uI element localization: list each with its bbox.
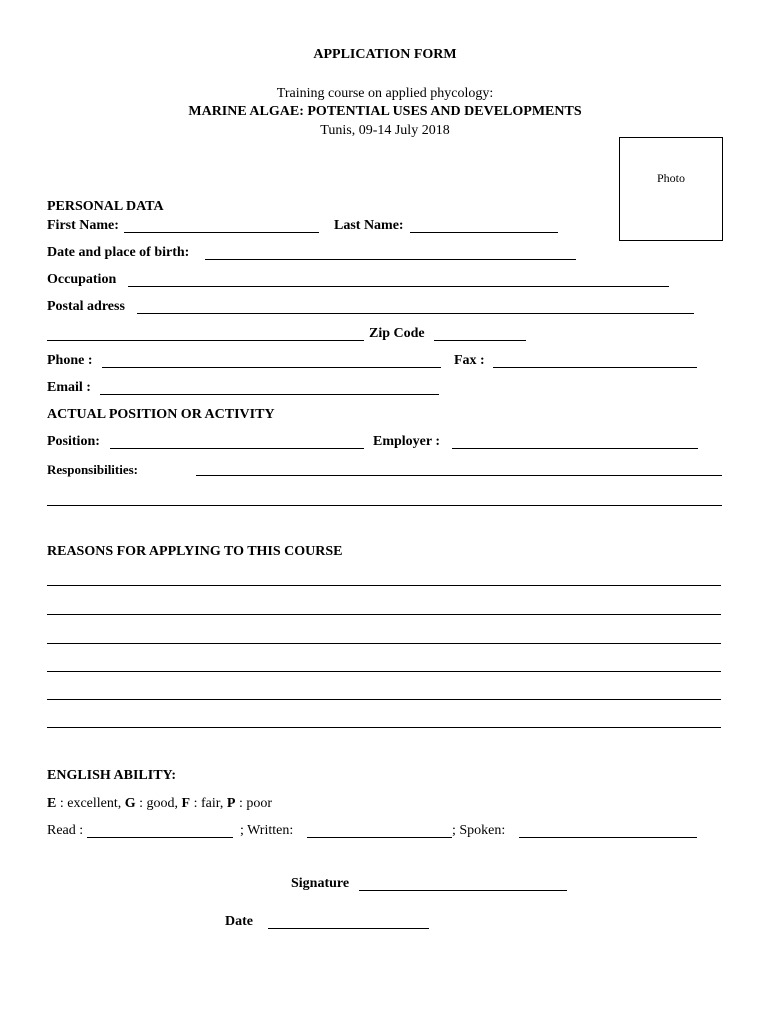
- responsibilities-field[interactable]: [196, 475, 722, 476]
- position-field[interactable]: [110, 448, 364, 449]
- reasons-line[interactable]: [47, 643, 721, 644]
- birth-label: Date and place of birth:: [47, 245, 190, 260]
- scale-e: E: [47, 796, 57, 811]
- spoken-label: ; Spoken:: [452, 823, 506, 838]
- photo-box[interactable]: [619, 137, 723, 241]
- read-field[interactable]: [87, 837, 233, 838]
- english-heading: ENGLISH ABILITY:: [47, 768, 177, 783]
- fax-field[interactable]: [493, 367, 697, 368]
- phone-label: Phone :: [47, 353, 93, 368]
- read-label: Read :: [47, 823, 84, 838]
- reasons-line[interactable]: [47, 614, 721, 615]
- english-scale-legend: [47, 796, 272, 812]
- scale-g-text: : good,: [135, 796, 182, 811]
- postal-label: Postal adress: [47, 299, 125, 314]
- first-name-field[interactable]: [124, 232, 319, 233]
- responsibilities-label: Responsibilities:: [47, 462, 139, 477]
- employer-field[interactable]: [452, 448, 698, 449]
- spoken-field[interactable]: [519, 837, 697, 838]
- last-name-label: Last Name:: [334, 218, 404, 233]
- signature-label: Signature: [291, 876, 350, 891]
- zip-field[interactable]: [434, 340, 526, 341]
- form-title: APPLICATION FORM: [313, 47, 457, 62]
- occupation-field[interactable]: [128, 286, 669, 287]
- signature-field[interactable]: [359, 890, 567, 891]
- postal-field-line2[interactable]: [47, 340, 364, 341]
- reasons-line[interactable]: [47, 727, 721, 728]
- postal-field[interactable]: [137, 313, 694, 314]
- scale-p-text: : poor: [235, 796, 272, 811]
- birth-field[interactable]: [205, 259, 576, 260]
- reasons-heading: REASONS FOR APPLYING TO THIS COURSE: [47, 544, 343, 559]
- reasons-line[interactable]: [47, 671, 721, 672]
- scale-e-text: : excellent,: [56, 796, 125, 811]
- personal-data-heading: PERSONAL DATA: [47, 199, 164, 214]
- course-title: MARINE ALGAE: POTENTIAL USES AND DEVELOPMENTS: [188, 104, 582, 119]
- scale-f: F: [181, 796, 191, 811]
- first-name-label: First Name:: [47, 218, 119, 233]
- position-heading: ACTUAL POSITION OR ACTIVITY: [47, 407, 275, 422]
- zip-label: Zip Code: [369, 326, 425, 341]
- email-field[interactable]: [100, 394, 439, 395]
- date-field[interactable]: [268, 928, 429, 929]
- date-label: Date: [225, 914, 253, 929]
- reasons-line[interactable]: [47, 699, 721, 700]
- written-field[interactable]: [307, 837, 452, 838]
- fax-label: Fax :: [454, 353, 485, 368]
- scale-p: P: [226, 796, 236, 811]
- phone-field[interactable]: [102, 367, 441, 368]
- scale-f-text: : fair,: [190, 796, 227, 811]
- position-label: Position:: [47, 434, 100, 449]
- course-subtitle: Training course on applied phycology:: [276, 86, 494, 101]
- written-label: ; Written:: [240, 823, 294, 838]
- employer-label: Employer :: [373, 434, 441, 449]
- course-place-date: Tunis, 09-14 July 2018: [320, 123, 450, 138]
- email-label: Email :: [47, 380, 91, 395]
- last-name-field[interactable]: [410, 232, 558, 233]
- scale-g: G: [124, 796, 136, 811]
- photo-label: Photo: [656, 171, 685, 185]
- reasons-line[interactable]: [47, 585, 721, 586]
- responsibilities-field-line2[interactable]: [47, 505, 722, 506]
- occupation-label: Occupation: [47, 272, 117, 287]
